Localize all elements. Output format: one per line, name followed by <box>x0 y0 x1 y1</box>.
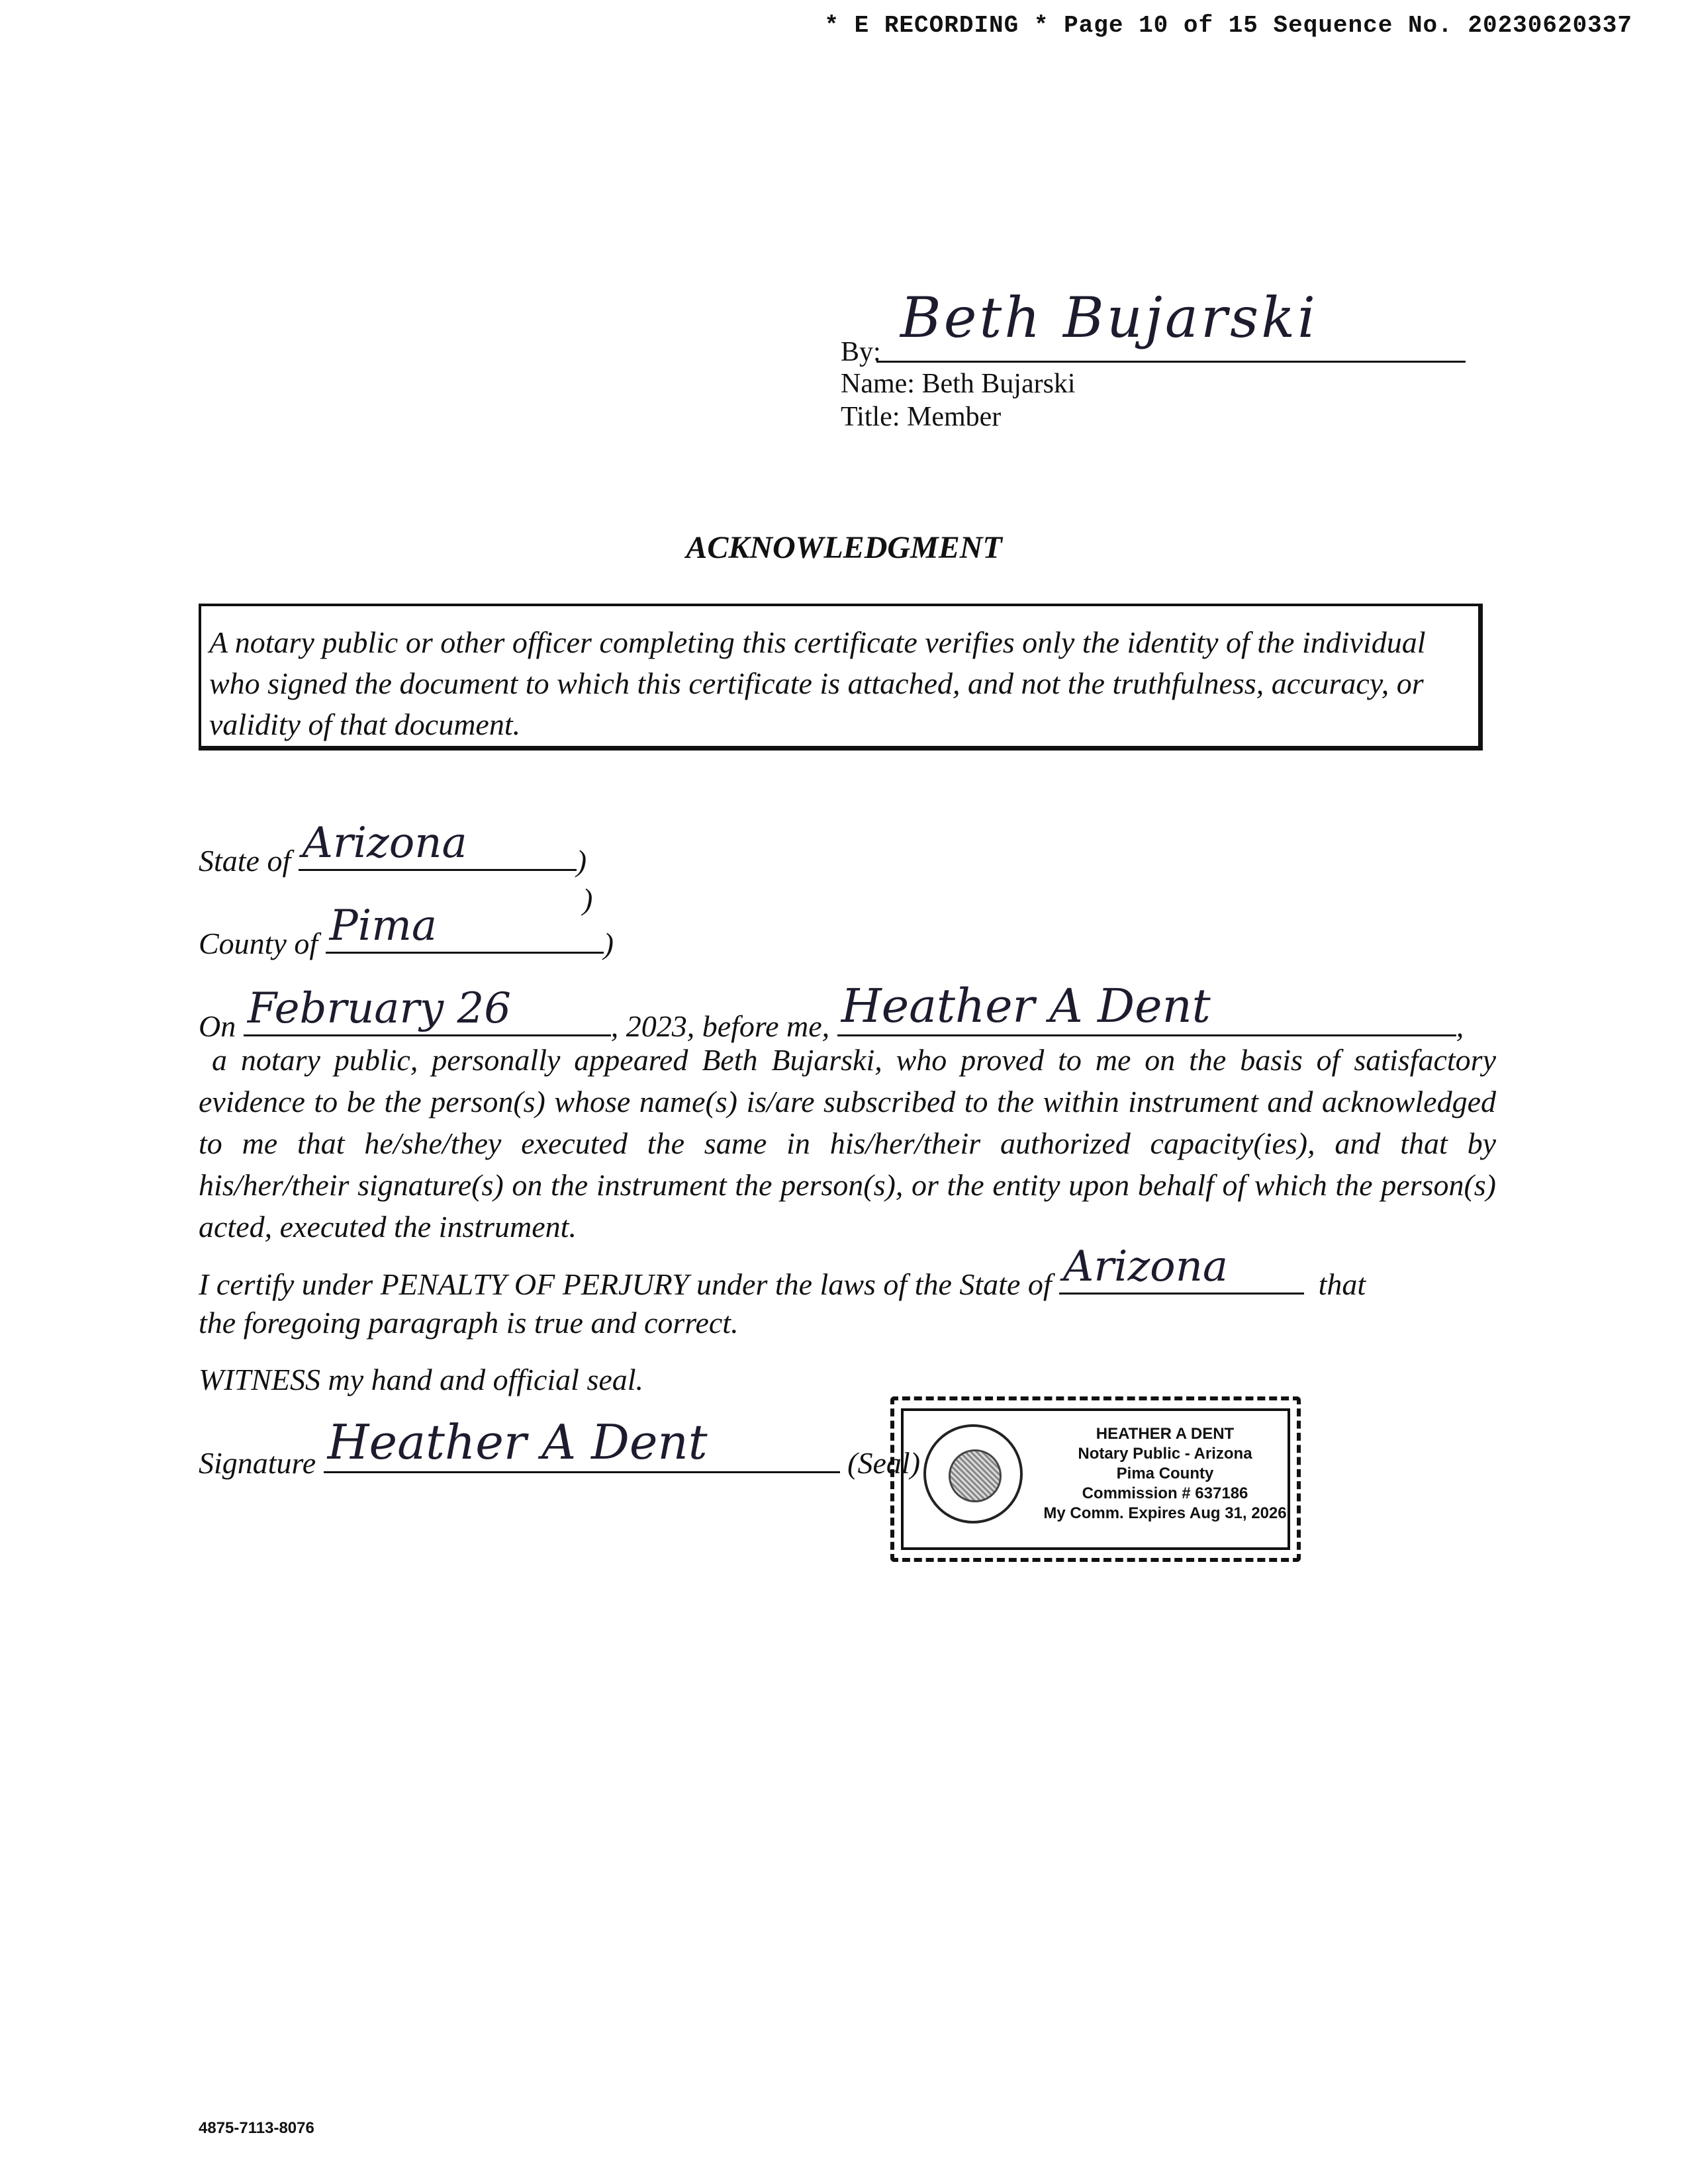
certify-state-blank <box>1059 1242 1304 1295</box>
certify-line2: the foregoing paragraph is true and correct. <box>199 1306 739 1340</box>
stamp-line2: Pima County <box>1116 1465 1214 1482</box>
state-seal-icon <box>923 1424 1023 1524</box>
notary-notice-box <box>199 604 1483 751</box>
year-text: , 2023, before me, <box>610 1009 830 1043</box>
notice-text: A notary public or other officer completing this certificate verifies only the identity of the individual who signed the document to which this certificate is attached, and not the truthfulness, accuracy, or validity of that document. <box>209 625 1426 741</box>
recording-header: * E RECORDING * Page 10 of 15 Sequence No. 20230620337 <box>824 12 1632 39</box>
county-line <box>199 901 614 961</box>
signature-blank <box>324 1414 840 1473</box>
notary-stamp <box>890 1396 1301 1562</box>
state-label: State of <box>199 844 291 878</box>
by-label: By: <box>841 337 881 367</box>
signature-line <box>199 1414 921 1480</box>
stamp-line4: My Comm. Expires Aug 31, 2026 <box>1043 1504 1287 1522</box>
notary-signature: Heather A Dent <box>327 1414 708 1470</box>
date-handwritten: February 26 <box>247 984 511 1033</box>
state-blank <box>299 819 577 871</box>
seal-label: (Seal) <box>847 1446 921 1480</box>
notary-name-blank <box>837 979 1456 1036</box>
paren-mid: ) <box>583 882 593 916</box>
witness-text: WITNESS my hand and official seal. <box>199 1363 644 1396</box>
name-line: Name: Beth Bujarski <box>841 369 1076 399</box>
certify-line <box>199 1242 1366 1302</box>
county-handwritten: Pima <box>329 901 438 950</box>
state-handwritten: Arizona <box>302 819 467 868</box>
signature-block <box>841 285 1503 433</box>
state-line <box>199 819 587 878</box>
signature-rule <box>876 361 1466 363</box>
stamp-frame <box>901 1408 1290 1550</box>
acknowledgment-heading: ACKNOWLEDGMENT <box>686 530 1002 565</box>
by-line <box>841 285 1503 367</box>
certify-prefix: I certify under PENALTY OF PERJURY under the laws of the State of <box>199 1267 1052 1301</box>
signature-label: Signature <box>199 1446 316 1480</box>
stamp-line1: Notary Public - Arizona <box>1078 1445 1252 1463</box>
appearance-body: a notary public, personally appeared Beth Bujarski, who proved to me on the basis of satisfactory evidence to be the person(s) whose name(s) is/are subscribed to the within instrument and acknowledged to me that he/she/they executed the same in his/her/their authorized capacity(ies), and that by his/her/their signature(s) on the instrument the person(s), or the entity upon behalf of which the person(s) acted, executed the instrument. <box>199 1043 1496 1244</box>
certify-suffix: that <box>1318 1267 1366 1301</box>
certify-state-handwritten: Arizona <box>1063 1242 1229 1291</box>
stamp-text <box>1036 1424 1294 1524</box>
notary-name-handwritten: Heather A Dent <box>841 979 1211 1033</box>
appearance-paragraph <box>199 1039 1496 1248</box>
title-line: Title: Member <box>841 402 1002 432</box>
paren: ) <box>576 844 587 878</box>
county-label: County of <box>199 927 318 960</box>
stamp-name: HEATHER A DENT <box>1096 1425 1235 1443</box>
beth-signature: Beth Bujarski <box>900 285 1318 350</box>
stamp-line3: Commission # 637186 <box>1082 1484 1248 1502</box>
comma: , <box>1456 1009 1464 1043</box>
on-label: On <box>199 1009 236 1043</box>
paren: ) <box>603 927 614 960</box>
document-id: 4875-7113-8076 <box>199 2119 314 2137</box>
date-blank <box>244 984 611 1036</box>
date-line <box>199 979 1464 1044</box>
county-blank <box>326 901 604 954</box>
